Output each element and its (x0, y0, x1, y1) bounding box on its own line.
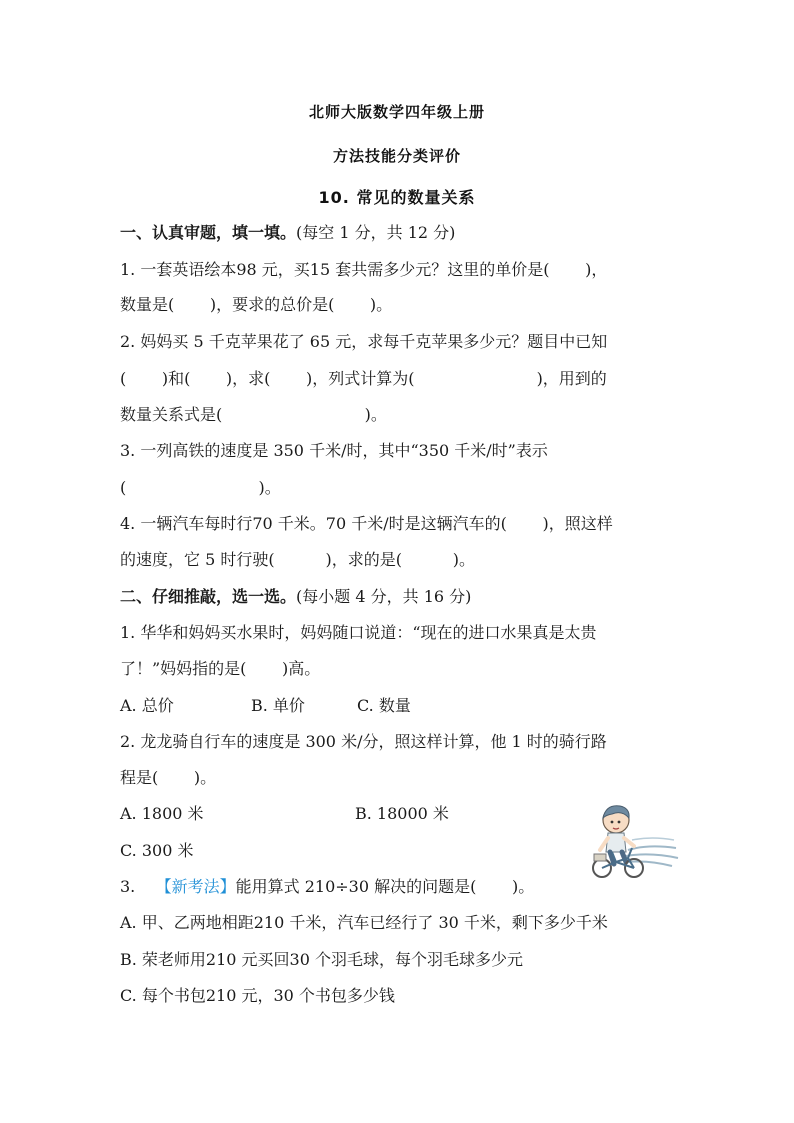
option-a: A. 总价 (120, 696, 174, 715)
option-c: C. 300 米 (120, 841, 194, 860)
unit-title: 10. 常见的数量关系 (318, 188, 476, 207)
question-text: 能用算式 210÷30 解决的问题是( )。 (235, 877, 535, 896)
option-a: A. 1800 米 (120, 804, 204, 823)
section-2-score: (每小题 4 分，共 16 分) (296, 587, 472, 606)
question-line: 了！”妈妈指的是( )高。 (120, 659, 321, 678)
option-b: B. 18000 米 (355, 804, 449, 823)
section-1-heading-line (120, 223, 455, 243)
book-subtitle: 方法技能分类评价 (332, 147, 461, 165)
question-line: 1. 一套英语绘本98 元，买15 套共需多少元？这里的单价是( )， (120, 260, 608, 279)
book-title: 北师大版数学四年级上册 (308, 103, 485, 121)
option-b: B. 单价 (251, 696, 305, 715)
section-1-heading: 一、认真审题，填一填。 (120, 223, 297, 242)
question-line: 2. 龙龙骑自行车的速度是 300 米/分，照这样计算，他 1 时的骑行路 (120, 732, 607, 751)
section-1-score: (每空 1 分，共 12 分) (296, 223, 456, 242)
section-2-heading: 二、仔细推敲，选一选。 (120, 587, 297, 606)
question-line: 1. 华华和妈妈买水果时，妈妈随口说道：“现在的进口水果真是太贵 (120, 623, 597, 642)
question-3-line (120, 877, 534, 897)
new-method-tag: 【新考法】 (155, 877, 236, 896)
question-line: 2. 妈妈买 5 千克苹果花了 65 元，求每千克苹果多少元？题目中已知 (120, 332, 608, 351)
question-number: 3. (120, 877, 136, 896)
question-line: ( )。 (120, 478, 281, 497)
option-c: C. 每个书包210 元，30 个书包多少钱 (120, 986, 395, 1005)
section-2-heading-line (120, 587, 471, 607)
option-a: A. 甲、乙两地相距210 千米，汽车已经行了 30 千米，剩下多少千米 (120, 913, 608, 932)
question-line: 3. 一列高铁的速度是 350 千米/时，其中“350 千米/时”表示 (120, 441, 548, 460)
question-line: 4. 一辆汽车每时行70 千米。70 千米/时是这辆汽车的( )，照这样 (120, 514, 613, 533)
question-line: 数量关系式是( )。 (120, 405, 387, 424)
question-line: ( )和( )，求( )，列式计算为( )，用到的 (120, 369, 607, 388)
option-c: C. 数量 (357, 696, 411, 715)
option-b: B. 荣老师用210 元买回30 个羽毛球，每个羽毛球多少元 (120, 950, 524, 969)
question-line: 数量是( )，要求的总价是( )。 (120, 295, 393, 314)
boy-riding-bicycle-illustration (588, 800, 680, 880)
question-line: 程是( )。 (120, 768, 217, 787)
question-line: 的速度，它 5 时行驶( )，求的是( )。 (120, 550, 476, 569)
